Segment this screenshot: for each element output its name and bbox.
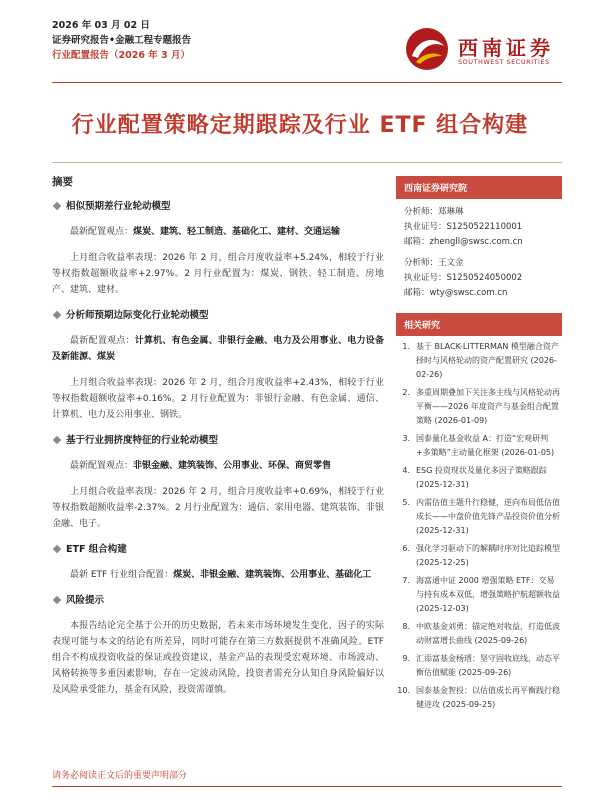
section-viewpoint: 最新配置观点：非银金融、建筑装饰、公用事业、环保、商贸零售 xyxy=(70,461,332,471)
section-title: 相似预期差行业轮动模型 xyxy=(52,199,384,214)
logo-text-en: SOUTHWEST SECURITIES xyxy=(458,58,550,66)
analyst-name: 分析师：王文金 xyxy=(404,258,464,268)
abstract-heading: 摘要 xyxy=(52,176,73,188)
section-title: 风险提示 xyxy=(52,593,384,608)
section-viewpoint: 最新 ETF 行业组合配置：煤炭、非银金融、建筑装饰、公用事业、基础化工 xyxy=(70,570,372,580)
analyst-name: 分析师：郑琳琳 xyxy=(404,207,464,217)
footer-notice: 请务必阅读正文后的重要声明部分 xyxy=(52,771,188,781)
section-title: 基于行业拥挤度特征的行业轮动模型 xyxy=(52,433,384,448)
title-divider xyxy=(52,162,562,163)
report-series: 证券研究报告•金融工程专题报告 xyxy=(52,35,192,46)
related-item[interactable]: 1. 基于 BLACK-LITTERMAN 模型融合资产择时与风格轮动的资产配置研究 (2026-02-26) xyxy=(402,342,559,379)
section-title: ETF 组合构建 xyxy=(52,542,384,557)
report-type: 行业配置报告（2026 年 3 月） xyxy=(52,50,190,61)
section-performance: 上月组合收益率表现：2026 年 2 月，组合月度收益率+5.24%，相较于行业等权指数超额收益率+2.97%。2 月行业配置为：煤炭、钢铁、轻工制造、房地产、建筑、建材。 xyxy=(52,253,384,295)
related-item[interactable]: 6. 强化学习驱动下的解耦时序对比追踪模型 (2025-12-25) xyxy=(402,544,560,567)
research-heading: 西南证券研究院 xyxy=(396,176,562,199)
section-title: 分析师预期边际变化行业轮动模型 xyxy=(52,308,384,323)
analyst-email[interactable]: 邮箱：wty@swsc.com.cn xyxy=(404,288,508,298)
abstract-section xyxy=(52,199,384,298)
related-list xyxy=(396,336,562,712)
analyst-email[interactable]: 邮箱：zhengll@swsc.com.cn xyxy=(404,237,523,247)
related-heading: 相关研究 xyxy=(396,313,562,336)
footer-divider xyxy=(52,786,562,787)
abstract-section xyxy=(52,308,384,423)
abstract-column xyxy=(52,174,384,708)
related-item[interactable]: 9. 汇添富基金杨瑨：坚守固收底线，动态平衡估值赋能 (2025-09-26) xyxy=(402,654,560,677)
related-item[interactable]: 2. 多重周期叠加下关注多主线与风格轮动再平衡——2026 年度资产与基金组合配置策略 (2026-01-09) xyxy=(402,388,560,425)
report-date: 2026 年 03 月 02 日 xyxy=(52,20,150,31)
section-performance: 上月组合收益率表现：2026 年 2 月，组合月度收益率+0.69%，相较于行业等权指数超额收益率-2.37%。2 月行业配置为：通信、家用电器、建筑装饰、非银金融、电子。 xyxy=(52,487,384,529)
related-item[interactable]: 4. ESG 投资现状及量化多因子策略跟踪 (2025-12-31) xyxy=(402,466,547,489)
logo-mark-icon xyxy=(404,26,450,72)
report-title: 行业配置策略定期跟踪及行业 ETF 组合构建 xyxy=(71,113,529,138)
section-performance: 上月组合收益率表现：2026 年 2 月，组合月度收益率+2.43%，相较于行业等权指数超额收益率+0.16%。2 月行业配置为：非银行金融、有色金属、通信、计算机、电力及公用事业、钢铁。 xyxy=(52,378,384,420)
analyst-cert: 执业证号：S1250522110001 xyxy=(404,222,523,232)
report-meta xyxy=(52,18,191,63)
section-viewpoint: 最新配置观点：煤炭、建筑、轻工制造、基础化工、建材、交通运输 xyxy=(70,227,341,237)
related-item[interactable]: 7. 海富通中证 2000 增强策略 ETF：交易与持有成本双低，增强策略护航超额收益 (2025-12-03) xyxy=(402,576,560,613)
logo-text-cn: 西南证券 xyxy=(458,36,554,60)
related-item[interactable]: 8. 中欧基金刘勇：锚定绝对收益，打造低波动财富增长曲线 (2025-09-26) xyxy=(402,622,560,645)
related-item[interactable]: 10. 国泰基金智投：以估值成长再平衡践行稳健进攻 (2025-09-25) xyxy=(397,686,560,709)
related-item[interactable]: 5. 内需估值主题升行稳健，逆向布局低估值成长——中盘价值先锋产品投资价值分析 (2025-12-31) xyxy=(402,498,560,535)
analyst-block xyxy=(396,199,562,305)
related-item[interactable]: 3. 国泰量化基金收益 A：打造“宏观研判+多策略”主动量化框架 (2026-01-05) xyxy=(402,434,555,457)
section-viewpoint: 最新配置观点：计算机、有色金属、非银行金融、电力及公用事业、电力设备及新能源、煤炭 xyxy=(52,336,384,362)
analyst-cert: 执业证号：S1250524050002 xyxy=(404,273,523,283)
abstract-section xyxy=(52,593,384,698)
risk-warning-text: 本报告结论完全基于公开的历史数据，若未来市场环境发生变化，因子的实际表现可能与本文的结论有所差异，同时可能存在第三方数据提供不准确风险。ETF 组合不构成投资收益的保证或投资建议，基金产品的表现受宏观环境、市场波动、风格转换等多重因素影响，存在一定波动风险，投资者需充分认知自身风险偏好以及风险承受能力，基金有风险，投资需谨慎。 xyxy=(52,621,384,695)
sidebar-column xyxy=(396,176,562,716)
abstract-section xyxy=(52,542,384,583)
abstract-section xyxy=(52,433,384,532)
header-divider xyxy=(52,82,562,83)
company-logo xyxy=(404,26,564,74)
